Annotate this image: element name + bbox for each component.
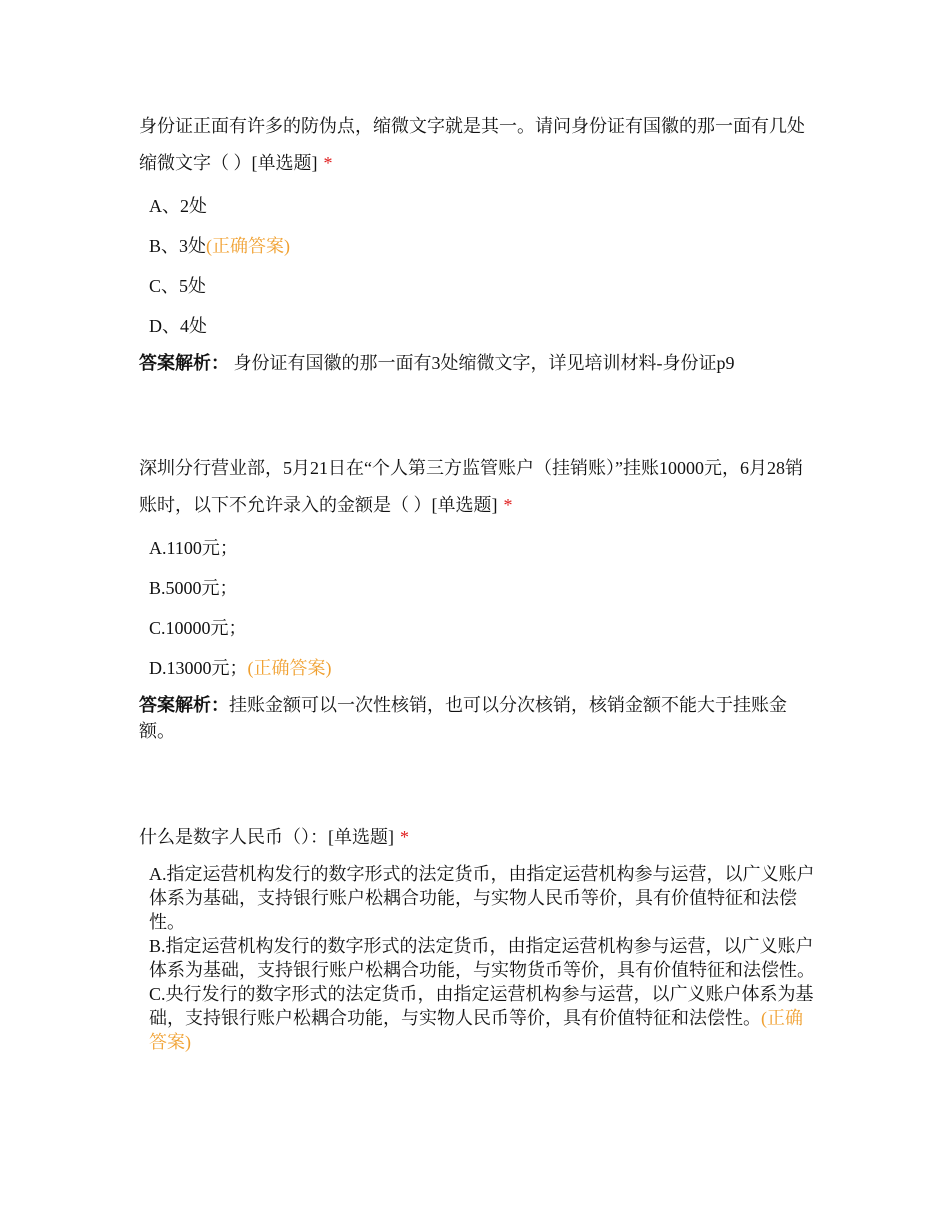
required-mark: *: [323, 153, 333, 173]
correct-answer-label: (正确答案): [149, 1008, 803, 1052]
option-b: B、3处(正确答案): [149, 236, 291, 256]
analysis-text: 挂账金额可以一次性核销，也可以分次核销，核销金额不能大于挂账金额。: [139, 695, 787, 741]
answer-analysis: [139, 350, 819, 376]
option-a: A.指定运营机构发行的数字形式的法定货币，由指定运营机构参与运营，以广义账户体系为基础，支持银行账户松耦合功能，与实物人民币等价，具有价值特征和法偿性。: [149, 864, 815, 932]
analysis-label: 答案解析：: [139, 695, 229, 715]
option-c: C.10000元；: [149, 618, 247, 638]
question-3: [139, 819, 819, 1054]
correct-answer-label: (正确答案): [206, 236, 291, 256]
option-c: C.央行发行的数字形式的法定货币，由指定运营机构参与运营，以广义账户体系为基础，支持银行账户松耦合功能，与实物人民币等价，具有价值特征和法偿性。(正确答案): [149, 984, 814, 1052]
correct-answer-label: (正确答案): [247, 658, 332, 678]
options-list: [139, 862, 819, 1054]
question-title: 什么是数字人民币（）：[单选题] *: [139, 827, 409, 847]
question-title: 身份证正面有许多的防伪点，缩微文字就是其一。请问身份证有国徽的那一面有几处缩微文字（ ）[单选题] *: [139, 116, 805, 173]
required-mark: *: [400, 827, 409, 847]
question-1: [139, 108, 819, 376]
option-a: A.1100元；: [149, 538, 238, 558]
question-2: [139, 450, 819, 744]
options-list: [139, 528, 819, 688]
options-list: [139, 186, 819, 346]
question-title: 深圳分行营业部，5月21日在“个人第三方监管账户（挂销账）”挂账10000元，6月28销账时，以下不允许录入的金额是（ ）[单选题] *: [139, 458, 803, 515]
analysis-label: 答案解析：: [139, 353, 229, 373]
answer-analysis: [139, 692, 819, 744]
option-d: D、4处: [149, 316, 207, 336]
option-a: A、2处: [149, 196, 207, 216]
option-b: B.5000元；: [149, 578, 238, 598]
required-mark: *: [503, 495, 513, 515]
option-b: B.指定运营机构发行的数字形式的法定货币，由指定运营机构参与运营，以广义账户体系为基础，支持银行账户松耦合功能，与实物货币等价，具有价值特征和法偿性。: [149, 936, 815, 980]
option-c: C、5处: [149, 276, 207, 296]
option-d: D.13000元；(正确答案): [149, 658, 332, 678]
analysis-text: 身份证有国徽的那一面有3处缩微文字，详见培训材料-身份证p9: [229, 353, 735, 373]
